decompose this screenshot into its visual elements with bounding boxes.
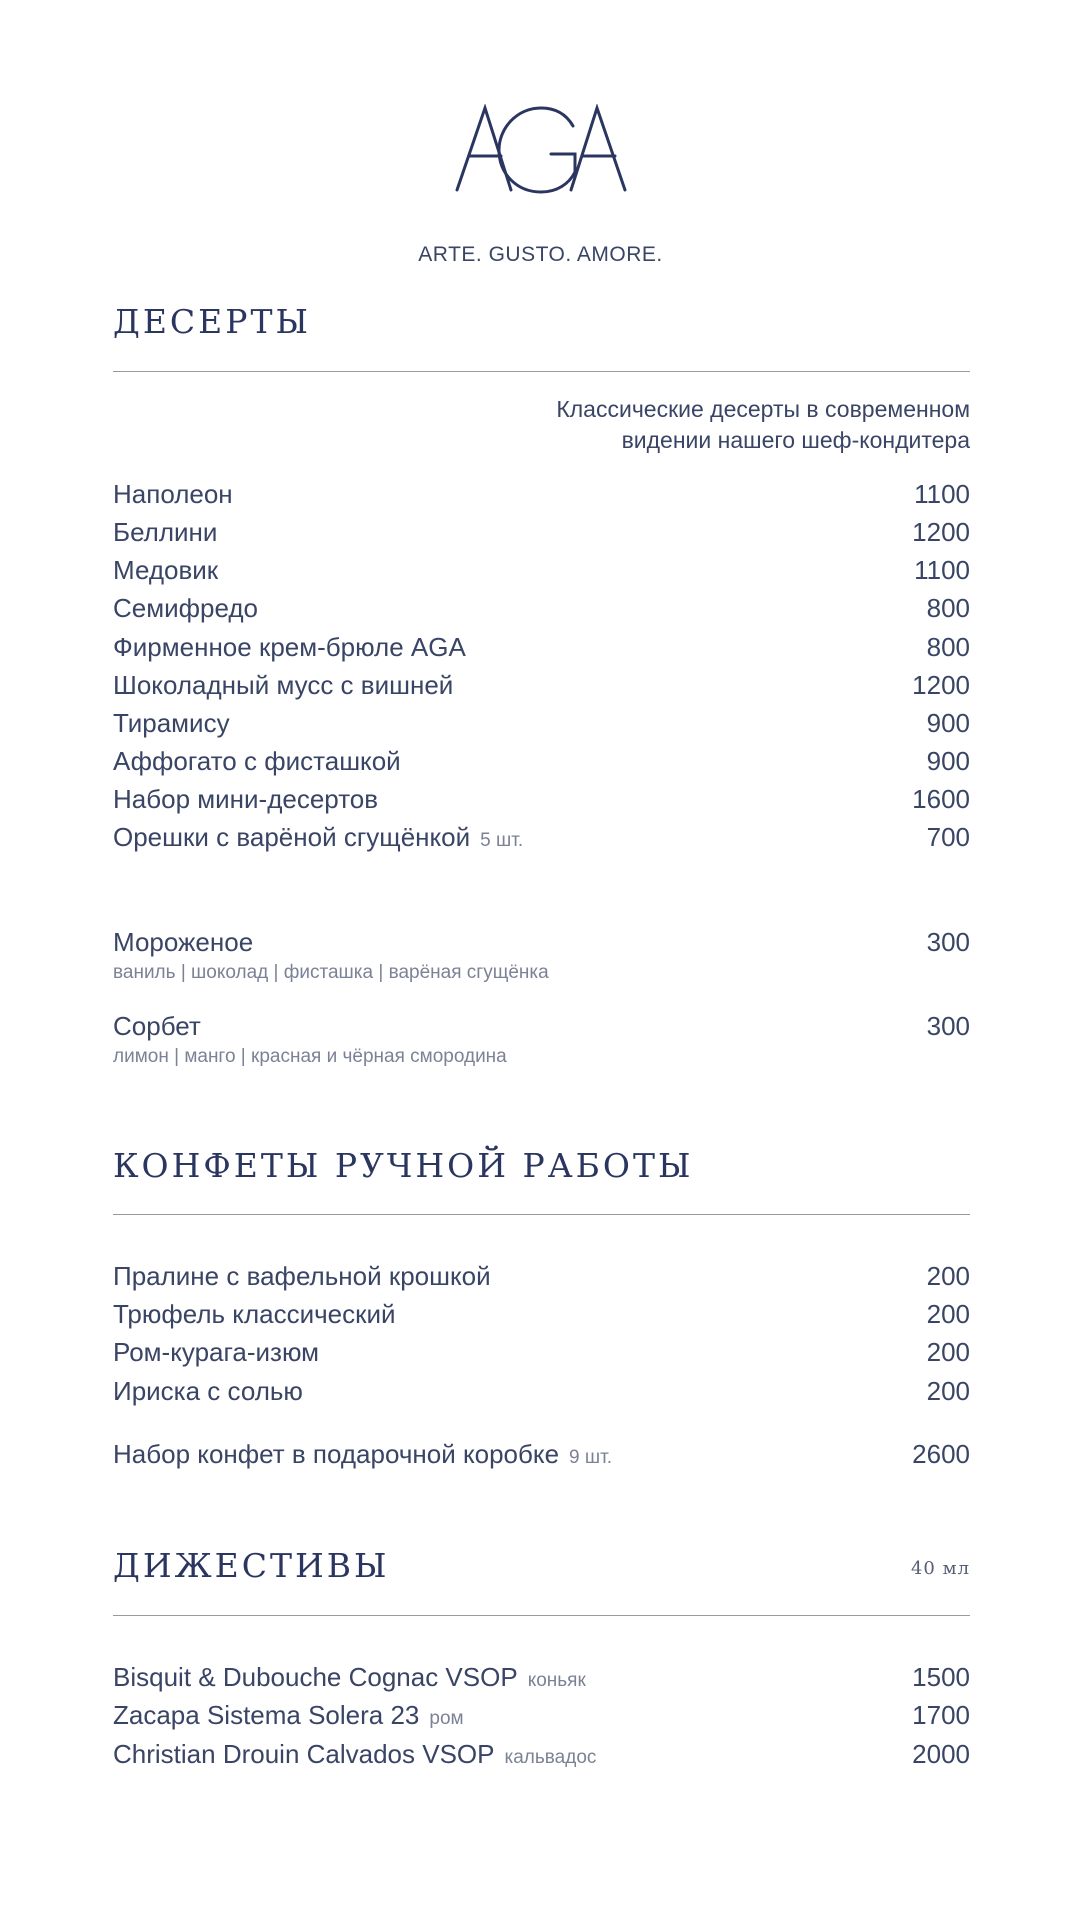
icecream-item (113, 927, 970, 965)
menu-item (113, 1739, 970, 1777)
item-note: 5 шт. (480, 830, 524, 851)
item-name: Тирамису (113, 708, 230, 738)
menu-item (113, 784, 970, 822)
candies-title: КОНФЕТЫ РУЧНОЙ РАБОТЫ (113, 1146, 694, 1185)
menu-item (113, 1299, 970, 1337)
menu-item (113, 555, 970, 593)
item-name: Ром-курага-изюм (113, 1337, 320, 1367)
desserts-divider (113, 371, 970, 372)
digestifs-volume: 40 мл (910, 1558, 970, 1579)
menu-item (113, 1261, 970, 1299)
tagline: ARTE. GUSTO. AMORE. (418, 243, 663, 266)
item-price: 900 (926, 746, 970, 776)
item-price: 2600 (912, 1439, 970, 1469)
menu-item (113, 1662, 970, 1700)
menu-item (113, 822, 970, 860)
item-name: Мороженое (113, 927, 254, 957)
menu-item (113, 746, 970, 784)
menu-item (113, 1337, 970, 1375)
item-name: Медовик (113, 555, 219, 585)
menu-item (113, 1700, 970, 1738)
item-price: 1200 (912, 517, 970, 547)
digestifs-title: ДИЖЕСТИВЫ (113, 1546, 390, 1585)
sorbet-item (113, 1011, 970, 1049)
menu-item (113, 479, 970, 517)
item-name: Семифредо (113, 593, 259, 623)
item-note: ром (429, 1708, 464, 1729)
item-name: Наполеон (113, 479, 233, 509)
desserts-title: ДЕСЕРТЫ (113, 302, 311, 341)
item-price: 900 (926, 708, 970, 738)
item-note: коньяк (527, 1670, 586, 1691)
candies-divider (113, 1214, 970, 1215)
item-name: Сорбет (113, 1011, 201, 1041)
item-price: 800 (926, 632, 970, 662)
menu-item (113, 632, 970, 670)
item-price: 200 (926, 1337, 970, 1367)
aga-logo (455, 104, 627, 194)
item-name: Christian Drouin Calvados VSOP кальвадос (113, 1739, 597, 1769)
item-note: 9 шт. (569, 1447, 613, 1468)
menu-item (113, 1376, 970, 1414)
menu-item (113, 517, 970, 555)
item-price: 200 (926, 1261, 970, 1291)
desserts-intro (410, 394, 970, 456)
item-name: Фирменное крем-брюле AGA (113, 632, 466, 662)
item-name: Набор конфет в подарочной коробке 9 шт. (113, 1439, 613, 1469)
item-price: 1100 (914, 555, 970, 585)
item-name: Bisquit & Dubouche Cognac VSOP коньяк (113, 1662, 586, 1692)
item-price: 1200 (912, 670, 970, 700)
item-note: кальвадос (504, 1747, 597, 1768)
item-name: Пралине с вафельной крошкой (113, 1261, 491, 1291)
gift-box-item (113, 1439, 970, 1477)
desserts-intro-line2: видении нашего шеф-кондитера (621, 427, 970, 453)
item-name: Орешки с варёной сгущёнкой 5 шт. (113, 822, 524, 852)
item-name: Беллини (113, 517, 218, 547)
sorbet-flavors: лимон | манго | красная и чёрная смородина (113, 1046, 507, 1067)
item-price: 1100 (914, 479, 970, 509)
menu-item (113, 670, 970, 708)
digestifs-divider (113, 1615, 970, 1616)
item-name: Аффогато с фисташкой (113, 746, 401, 776)
item-price: 1700 (912, 1700, 970, 1730)
item-price: 700 (926, 822, 970, 852)
item-price: 300 (926, 1011, 970, 1041)
menu-item (113, 593, 970, 631)
item-price: 200 (926, 1376, 970, 1406)
menu-item (113, 708, 970, 746)
item-price: 300 (926, 927, 970, 957)
item-name: Трюфель классический (113, 1299, 396, 1329)
icecream-flavors: ваниль | шоколад | фисташка | варёная сгущёнка (113, 962, 549, 983)
item-name: Zacapa Sistema Solera 23 ром (113, 1700, 464, 1730)
item-name: Шоколадный мусс с вишней (113, 670, 454, 700)
item-price: 1600 (912, 784, 970, 814)
item-name: Набор мини-десертов (113, 784, 379, 814)
item-price: 2000 (912, 1739, 970, 1769)
item-price: 800 (926, 593, 970, 623)
item-price: 200 (926, 1299, 970, 1329)
item-name: Ириска с солью (113, 1376, 303, 1406)
item-price: 1500 (912, 1662, 970, 1692)
desserts-intro-line1: Классические десерты в современном (556, 396, 970, 422)
